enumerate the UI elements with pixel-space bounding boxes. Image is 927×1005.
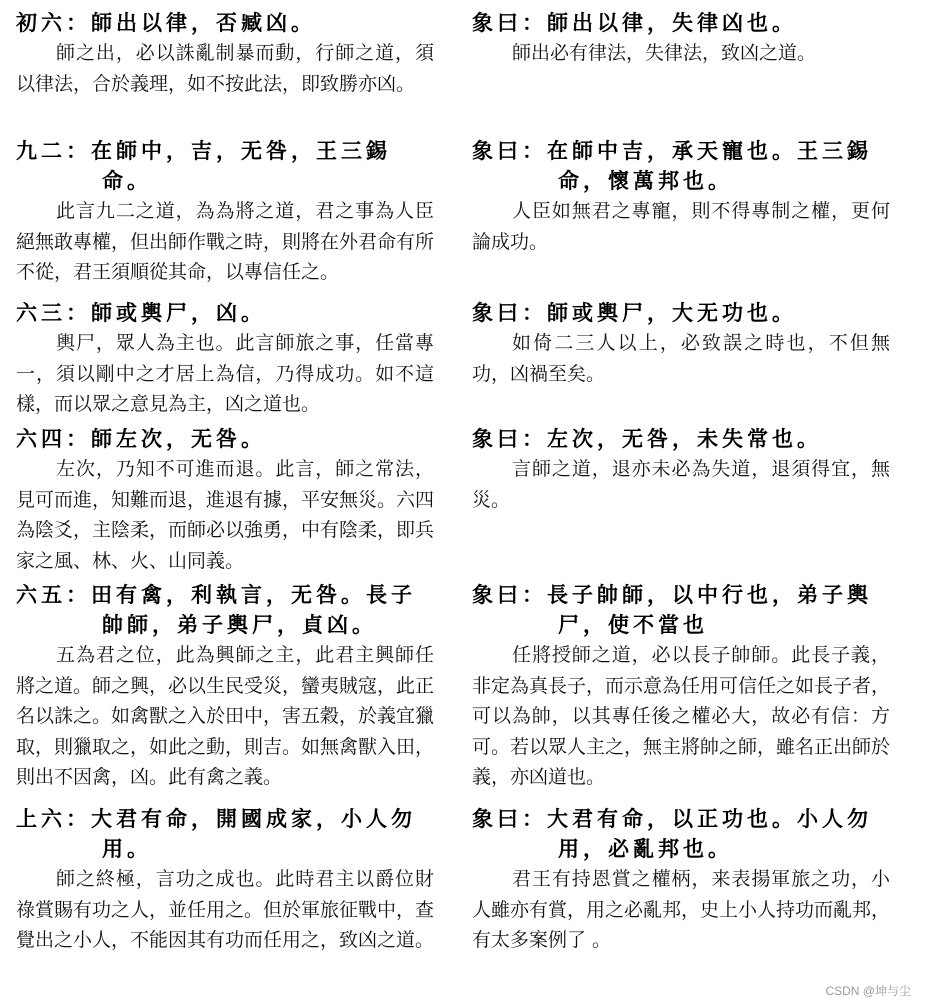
- yao-5-block: [16, 580, 434, 793]
- yao-2-block: [16, 136, 434, 288]
- yao-5-commentary: 五為君之位，此為興師之主，此君主興師任將之道。師之興，必以生民受災，蠻夷賊寇，此正名以誅之。如禽獸之入於田中，害五穀，於義宜獵取，則獵取之，如此之動，則吉。如無禽獸入田，則出不因禽，凶。此有禽之義。: [16, 644, 435, 788]
- yao-2-commentary: 此言九二之道，為為將之道，君之事為人臣絕無敢專權，但出師作戰之時，則將在外君命有所不從，君王須順從其命，以專信任之。: [16, 200, 435, 283]
- yao-5-heading: 六五：田有禽，利執言，无咎。長子帥師，弟子輿尸，貞凶。: [16, 582, 416, 637]
- xiang-6-block: [472, 804, 890, 956]
- yao-4-commentary: 左次，乃知不可進而退。此言，師之常法，見可而進，知難而退，進退有據，平安無災。六四為陰爻，主陰柔，而師必以強勇，中有陰柔，即兵家之風、林、火、山同義。: [16, 458, 435, 572]
- xiang-4-heading: 象曰：左次，无咎，未失常也。: [472, 426, 822, 451]
- yao-6-heading: 上六：大君有命，開國成家，小人勿用。: [16, 806, 416, 861]
- xiang-5-block: [472, 580, 890, 793]
- xiang-3-heading: 象曰：師或輿尸，大无功也。: [472, 300, 797, 325]
- yao-4-heading: 六四：師左次，无咎。: [16, 426, 266, 451]
- xiang-4-block: [472, 424, 890, 515]
- xiang-2-heading: 象曰：在師中吉，承天寵也。王三錫命，懷萬邦也。: [472, 138, 872, 193]
- xiang-2-commentary: 人臣如無君之專寵，則不得專制之權，更何論成功。: [472, 200, 890, 253]
- xiang-1-commentary: 師出必有律法，失律法，致凶之道。: [512, 42, 817, 64]
- xiang-1-block: [472, 8, 890, 69]
- yao-6-commentary: 師之終極，言功之成也。此時君主以爵位財祿賞賜有功之人，並任用之。但於軍旅征戰中，查覺出之小人，不能因其有功而任用之，致凶之道。: [16, 868, 435, 951]
- yao-3-heading: 六三：師或輿尸，凶。: [16, 300, 266, 325]
- yao-4-block: [16, 424, 434, 576]
- yao-1-heading: 初六：師出以律，否臧凶。: [16, 10, 316, 35]
- yao-3-commentary: 輿尸，眾人為主也。此言師旅之事，任當專一，須以剛中之才居上為信，乃得成功。如不這樣，而以眾之意見為主，凶之道也。: [16, 332, 434, 415]
- xiang-1-heading: 象曰：師出以律，失律凶也。: [472, 10, 797, 35]
- xiang-3-block: [472, 298, 890, 389]
- xiang-3-commentary: 如倚二三人以上，必致誤之時也，不但無功，凶禍至矣。: [472, 332, 890, 385]
- xiang-6-heading: 象曰：大君有命，以正功也。小人勿用，必亂邦也。: [472, 806, 872, 861]
- yao-6-block: [16, 804, 434, 956]
- yao-1-commentary: 師之出，必以誅亂制暴而動，行師之道，須以律法，合於義理，如不按此法，即致勝亦凶。: [16, 42, 434, 95]
- xiang-4-commentary: 言師之道，退亦未必為失道，退須得宜，無災。: [472, 458, 890, 511]
- yao-1-block: [16, 8, 434, 99]
- xiang-6-commentary: 君王有持恩賞之權柄，来表揚軍旅之功，小人雖亦有賞，用之必亂邦，史上小人持功而亂邦，有太多案例了 。: [472, 868, 891, 951]
- csdn-watermark: CSDN @坤与尘: [825, 984, 911, 998]
- xiang-2-block: [472, 136, 890, 257]
- xiang-5-heading: 象曰：長子帥師，以中行也，弟子輿尸，使不當也: [472, 582, 872, 637]
- xiang-5-commentary: 任將授師之道，必以長子帥師。此長子義，非定為真長子，而示意為任用可信任之如長子者，可以為帥，以其專任後之權必大，故必有信：方可。若以眾人主之，無主將帥之師，雖名正出師於義，亦凶道也。: [472, 644, 891, 788]
- yao-3-block: [16, 298, 434, 420]
- yao-2-heading: 九二：在師中，吉，无咎，王三錫命。: [16, 138, 391, 193]
